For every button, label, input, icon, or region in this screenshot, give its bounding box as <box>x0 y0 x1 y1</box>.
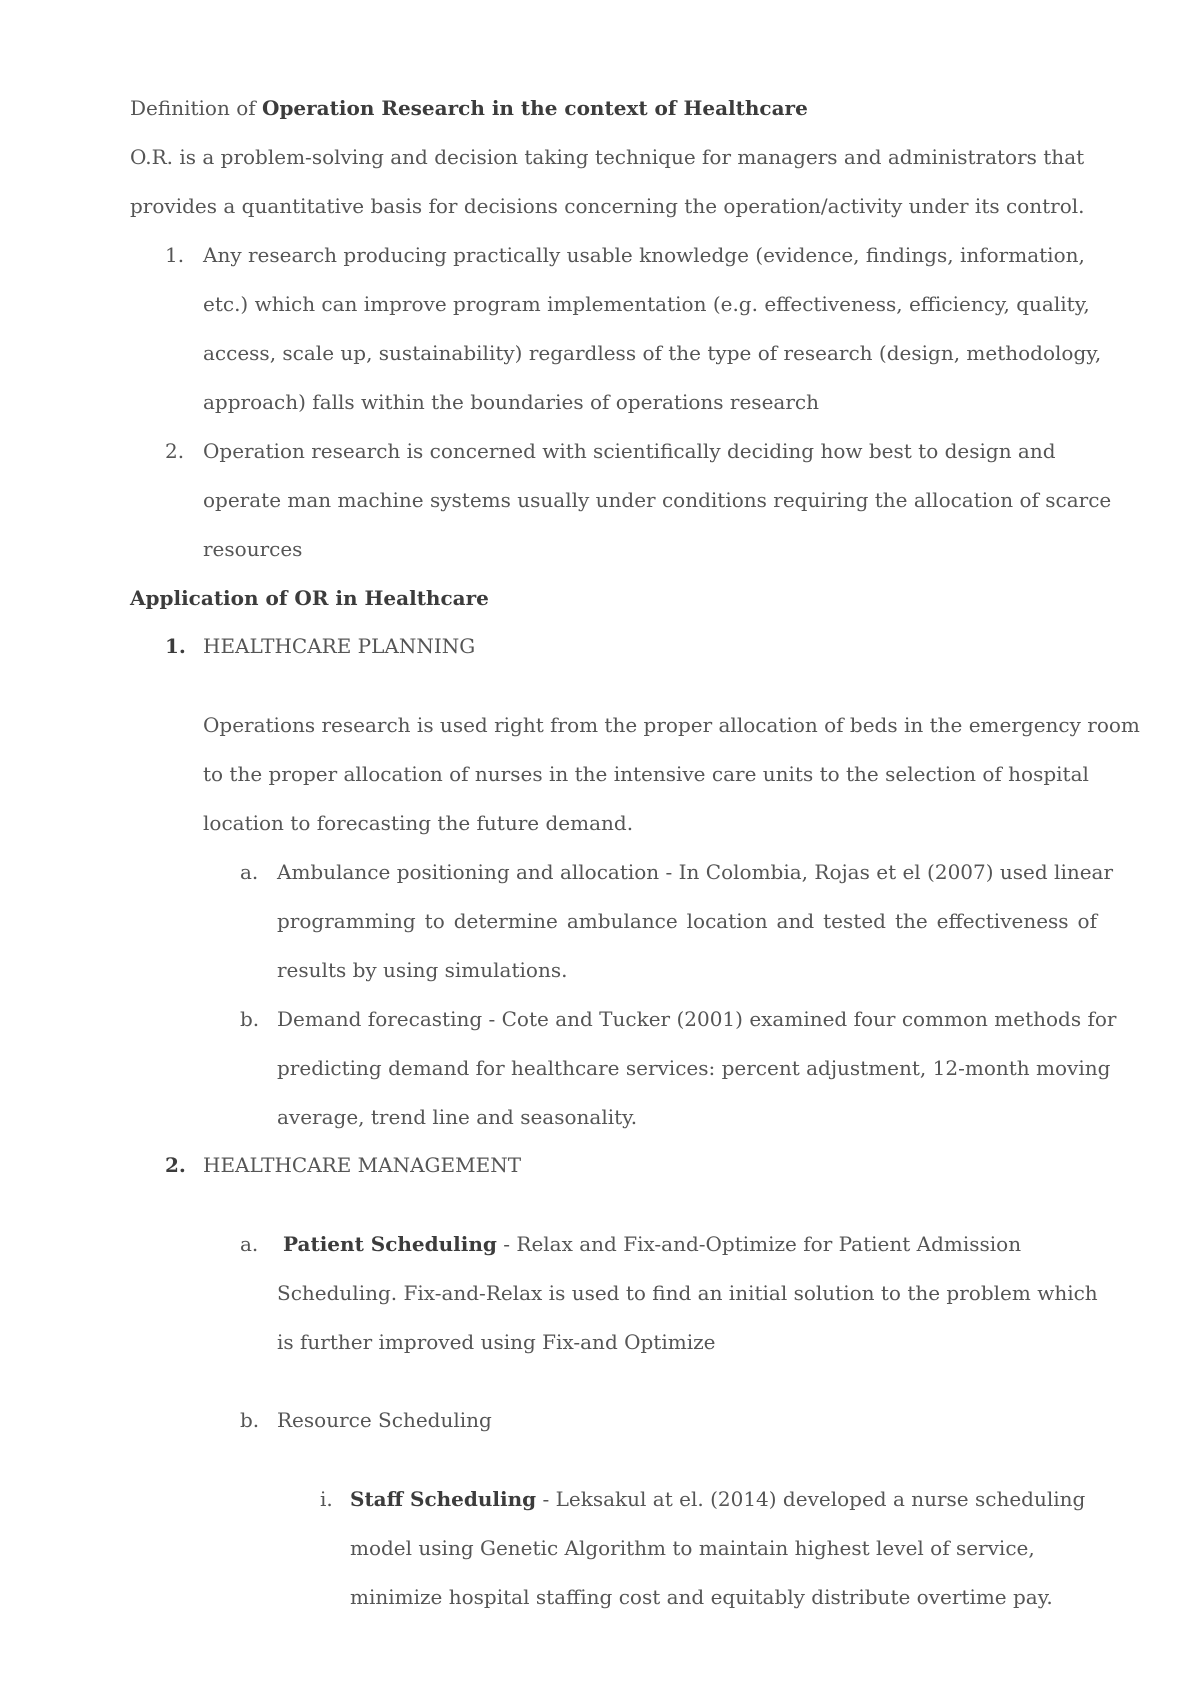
planning-sub-b-line-2: predicting demand for healthcare services: percent adjustment, 12-month moving <box>277 1056 1111 1080</box>
planning-sub-a-line-2: programming to determine ambulance location and tested the effectiveness of <box>277 909 1097 933</box>
patient-scheduling-line-3: is further improved using Fix-and Optimize <box>277 1330 716 1354</box>
staff-scheduling-marker: i. <box>320 1487 333 1511</box>
definition-item-2-line-3: resources <box>203 537 303 561</box>
planning-title: HEALTHCARE PLANNING <box>203 634 476 658</box>
planning-sub-a-line-1: Ambulance positioning and allocation - In Colombia, Rojas et el (2007) used linear <box>277 860 1114 884</box>
staff-scheduling-title: Staff Scheduling <box>350 1487 537 1511</box>
definition-title-prefix: Definition of <box>130 96 263 120</box>
definition-item-1-line-1: Any research producing practically usable knowledge (evidence, findings, information, <box>203 243 1085 267</box>
management-title: HEALTHCARE MANAGEMENT <box>203 1153 522 1177</box>
patient-scheduling-marker: a. <box>240 1232 259 1256</box>
planning-sub-b-line-1: Demand forecasting - Cote and Tucker (2001) examined four common methods for <box>277 1007 1117 1031</box>
definition-item-1-marker: 1. <box>165 243 185 267</box>
definition-item-2-line-2: operate man machine systems usually under conditions requiring the allocation of scarce <box>203 488 1112 512</box>
planning-para-line-3: location to forecasting the future demand. <box>203 811 634 835</box>
definition-title-bold: Operation Research in the context of Healthcare <box>262 96 808 120</box>
definition-intro-line-2: provides a quantitative basis for decisions concerning the operation/activity under its control. <box>130 194 1085 218</box>
patient-scheduling-text: - Relax and Fix-and-Optimize for Patient Admission <box>496 1232 1022 1256</box>
definition-item-1-line-2: etc.) which can improve program implementation (e.g. effectiveness, efficiency, quality, <box>203 292 1090 316</box>
definition-item-1-line-4: approach) falls within the boundaries of operations research <box>203 390 819 414</box>
planning-sub-a-line-3: results by using simulations. <box>277 958 568 982</box>
planning-para-line-2: to the proper allocation of nurses in the intensive care units to the selection of hospital <box>203 762 1089 786</box>
definition-item-2-marker: 2. <box>165 439 185 463</box>
planning-marker: 1. <box>165 634 186 658</box>
staff-scheduling-line-1 <box>350 1485 1085 1513</box>
staff-scheduling-line-3: minimize hospital staffing cost and equitably distribute overtime pay. <box>350 1585 1053 1609</box>
planning-sub-b-marker: b. <box>240 1007 260 1031</box>
staff-scheduling-text: - Leksakul at el. (2014) developed a nurse scheduling <box>536 1487 1086 1511</box>
planning-sub-b-line-3: average, trend line and seasonality. <box>277 1105 638 1129</box>
resource-scheduling-marker: b. <box>240 1408 260 1432</box>
resource-scheduling-title: Resource Scheduling <box>277 1408 492 1432</box>
patient-scheduling-line-2: Scheduling. Fix-and-Relax is used to find an initial solution to the problem which <box>277 1281 1098 1305</box>
planning-sub-a-marker: a. <box>240 860 259 884</box>
definition-item-1-line-3: access, scale up, sustainability) regardless of the type of research (design, methodology, <box>203 341 1102 365</box>
definition-intro-line-1: O.R. is a problem-solving and decision taking technique for managers and administrators that <box>130 145 1085 169</box>
application-heading: Application of OR in Healthcare <box>130 586 489 610</box>
planning-para-line-1: Operations research is used right from the proper allocation of beds in the emergency room <box>203 713 1140 737</box>
patient-scheduling-line-1 <box>283 1230 1021 1258</box>
definition-title <box>130 94 808 122</box>
patient-scheduling-title: Patient Scheduling <box>283 1232 497 1256</box>
staff-scheduling-line-2: model using Genetic Algorithm to maintain highest level of service, <box>350 1536 1035 1560</box>
definition-item-2-line-1: Operation research is concerned with scientifically deciding how best to design and <box>203 439 1056 463</box>
management-marker: 2. <box>165 1153 186 1177</box>
